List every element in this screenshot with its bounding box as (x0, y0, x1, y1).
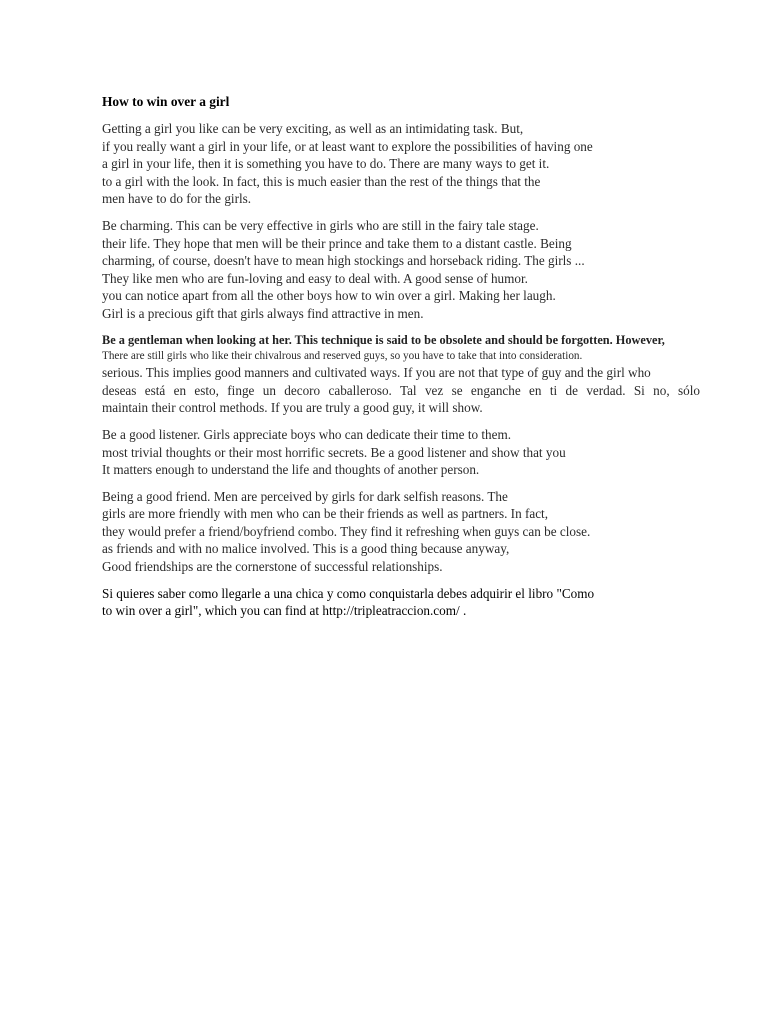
paragraph-intro (102, 120, 712, 208)
text-line: girls are more friendly with men who can be their friends as well as partners. In fact, (102, 506, 549, 522)
text-line: men have to do for the girls. (102, 191, 252, 207)
document-page (102, 93, 712, 629)
text-line: Si quieres saber como llegarle a una chica y como conquistarla debes adquirir el libro "Como (102, 585, 595, 601)
text-line: most trivial thoughts or their most horrific secrets. Be a good listener and show that you (102, 444, 566, 460)
text-line: to a girl with the look. In fact, this is much easier than the rest of the things that the (102, 173, 541, 189)
text-line: Getting a girl you like can be very exciting, as well as an intimidating task. But, (102, 121, 524, 136)
paragraph-charming (102, 217, 712, 323)
text-line: you can notice apart from all the other boys how to win over a girl. Making her laugh. (102, 288, 556, 304)
text-line: they would prefer a friend/boyfriend combo. They find it refreshing when guys can be close. (102, 523, 591, 539)
text-line: charming, of course, doesn't have to mean high stockings and horseback riding. The girls ... (102, 253, 585, 269)
paragraph-gentleman (102, 332, 712, 417)
text-line: maintain their control methods. If you are truly a good guy, it will show. (102, 400, 483, 416)
text-line: a girl in your life, then it is something you have to do. There are many ways to get it. (102, 156, 550, 172)
text-line: if you really want a girl in your life, or at least want to explore the possibilities of having one (102, 138, 593, 154)
text-line-small: There are still girls who like their chivalrous and reserved guys, so you have to take that into consideration. (102, 350, 583, 363)
text-line: serious. This implies good manners and cultivated ways. If you are not that type of guy and the girl who (102, 365, 651, 381)
text-line: Being a good friend. Men are perceived by girls for dark selfish reasons. The (102, 488, 508, 504)
text-line: to win over a girl", which you can find at http://tripleatraccion.com/ . (102, 603, 467, 619)
text-line-bold: Be a gentleman when looking at her. This technique is said to be obsolete and should be forgotten. However, (102, 332, 665, 347)
text-line: Good friendships are the cornerstone of successful relationships. (102, 559, 443, 575)
paragraph-closing (102, 585, 712, 620)
text-line: as friends and with no malice involved. This is a good thing because anyway, (102, 541, 510, 557)
text-line: It matters enough to understand the life and thoughts of another person. (102, 462, 480, 478)
text-line: Girl is a precious gift that girls always find attractive in men. (102, 305, 424, 321)
paragraph-friend (102, 488, 712, 576)
text-line-justified: deseas está en esto, finge un decoro caballeroso. Tal vez se enganche en ti de verdad. Si no, sólo (102, 382, 700, 398)
text-line: their life. They hope that men will be their prince and take them to a distant castle. Being (102, 235, 572, 251)
document-title: How to win over a girl (102, 94, 230, 109)
text-line: Be a good listener. Girls appreciate boys who can dedicate their time to them. (102, 426, 512, 442)
text-line: Be charming. This can be very effective in girls who are still in the fairy tale stage. (102, 217, 539, 233)
paragraph-listener (102, 426, 712, 479)
text-line: They like men who are fun-loving and easy to deal with. A good sense of humor. (102, 270, 528, 286)
